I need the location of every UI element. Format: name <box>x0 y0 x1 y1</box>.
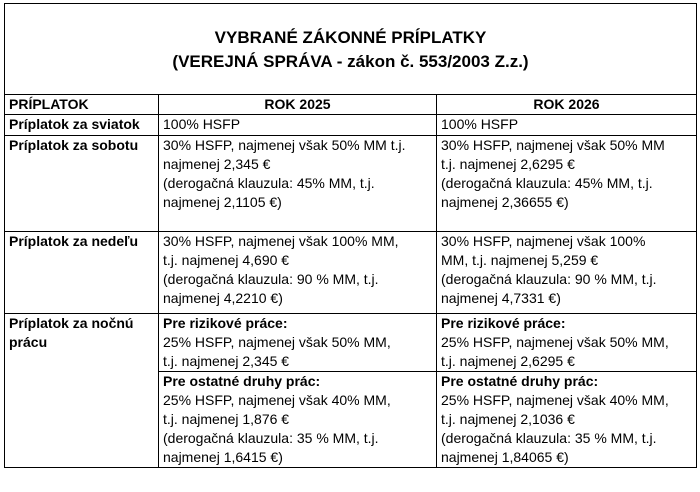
cell-2026 <box>437 372 697 468</box>
cell-2026 <box>437 232 697 314</box>
cell-text: 25% HSFP, najmenej však 50% MM, <box>163 334 391 350</box>
cell-text: 30% HSFP, najmenej však 100% MM, <box>163 233 399 249</box>
cell-2025 <box>159 115 437 136</box>
cell-text: t.j. najmenej 2,1036 € <box>441 411 575 427</box>
surcharges-table <box>4 3 697 468</box>
row-label: Príplatok za sviatok <box>5 115 159 136</box>
header-year-2026: ROK 2026 <box>437 95 697 115</box>
cell-2025 <box>159 136 437 232</box>
table-row-saturday <box>5 136 697 232</box>
cell-text: 25% HSFP, najmenej však 50% MM, <box>441 334 669 350</box>
title-cell <box>5 4 697 95</box>
cell-2026 <box>437 136 697 232</box>
cell-text: najmenej 1,6415 €) <box>163 449 283 465</box>
cell-heading: Pre rizikové práce: <box>441 315 566 331</box>
cell-text: (derogačná klauzula: 90 % MM, t.j. <box>441 271 657 287</box>
header-surcharge: PRÍPLATOK <box>5 95 159 115</box>
cell-text: 30% HSFP, najmenej však 50% MM t.j. <box>163 137 406 153</box>
table-row-holiday <box>5 115 697 136</box>
cell-text: (derogačná klauzula: 90 % MM, t.j. <box>163 271 379 287</box>
row-label: Príplatok za nočnú <box>9 315 134 331</box>
cell-text: (derogačná klauzula: 35 % MM, t.j. <box>441 430 657 446</box>
cell-text: 30% HSFP, najmenej však 100% <box>441 233 646 249</box>
header-row <box>5 95 697 115</box>
cell-text: najmenej 4,2210 €) <box>163 290 283 306</box>
cell-text: najmenej 2,36655 €) <box>441 194 569 210</box>
table-row-sunday <box>5 232 697 314</box>
cell-text: (derogačná klauzula: 45% MM, t.j. <box>441 175 653 191</box>
row-label: Príplatok za sobotu <box>5 136 159 232</box>
cell-2025 <box>159 372 437 468</box>
cell-text: t.j. najmenej 1,876 € <box>163 411 290 427</box>
row-label: Príplatok za nedeľu <box>5 232 159 314</box>
cell-text: t.j. najmenej 2,345 € <box>163 353 290 369</box>
title-row <box>5 4 697 95</box>
cell-text: najmenej 2,345 € <box>163 156 271 172</box>
cell-2026 <box>437 115 697 136</box>
cell-heading: Pre rizikové práce: <box>163 315 288 331</box>
row-label: prácu <box>9 334 48 350</box>
cell-text: MM, t.j. najmenej 5,259 € <box>441 252 599 268</box>
cell-text: t.j. najmenej 2,6295 € <box>441 156 575 172</box>
table-row-night-risky <box>5 314 697 372</box>
cell-text: najmenej 4,7331 €) <box>441 290 561 306</box>
document <box>4 3 696 489</box>
cell-text: 30% HSFP, najmenej však 50% MM <box>441 137 665 153</box>
header-year-2025: ROK 2025 <box>159 95 437 115</box>
cell-text: 25% HSFP, najmenej však 40% MM, <box>163 392 391 408</box>
cell-2025 <box>159 232 437 314</box>
cell-text: 25% HSFP, najmenej však 40% MM, <box>441 392 669 408</box>
cell-heading: Pre ostatné druhy prác: <box>441 373 599 389</box>
cell-text: najmenej 1,84065 €) <box>441 449 569 465</box>
cell-text: t.j. najmenej 2,6295 € <box>441 353 575 369</box>
cell-text: 100% HSFP <box>163 116 241 132</box>
cell-text: t.j. najmenej 4,690 € <box>163 252 290 268</box>
page-subtitle: (VEREJNÁ SPRÁVA - zákon č. 553/2003 Z.z.) <box>172 52 529 71</box>
cell-text: (derogačná klauzula: 35 % MM, t.j. <box>163 430 379 446</box>
cell-text: 100% HSFP <box>441 116 519 132</box>
cell-text: najmenej 2,1105 €) <box>163 194 282 210</box>
cell-2026 <box>437 314 697 372</box>
cell-text: (derogačná klauzula: 45% MM, t.j. <box>163 175 375 191</box>
cell-heading: Pre ostatné druhy prác: <box>163 373 321 389</box>
page-title: VYBRANÉ ZÁKONNÉ PRÍPLATKY <box>214 28 487 47</box>
row-label-night <box>5 314 159 468</box>
cell-2025 <box>159 314 437 372</box>
